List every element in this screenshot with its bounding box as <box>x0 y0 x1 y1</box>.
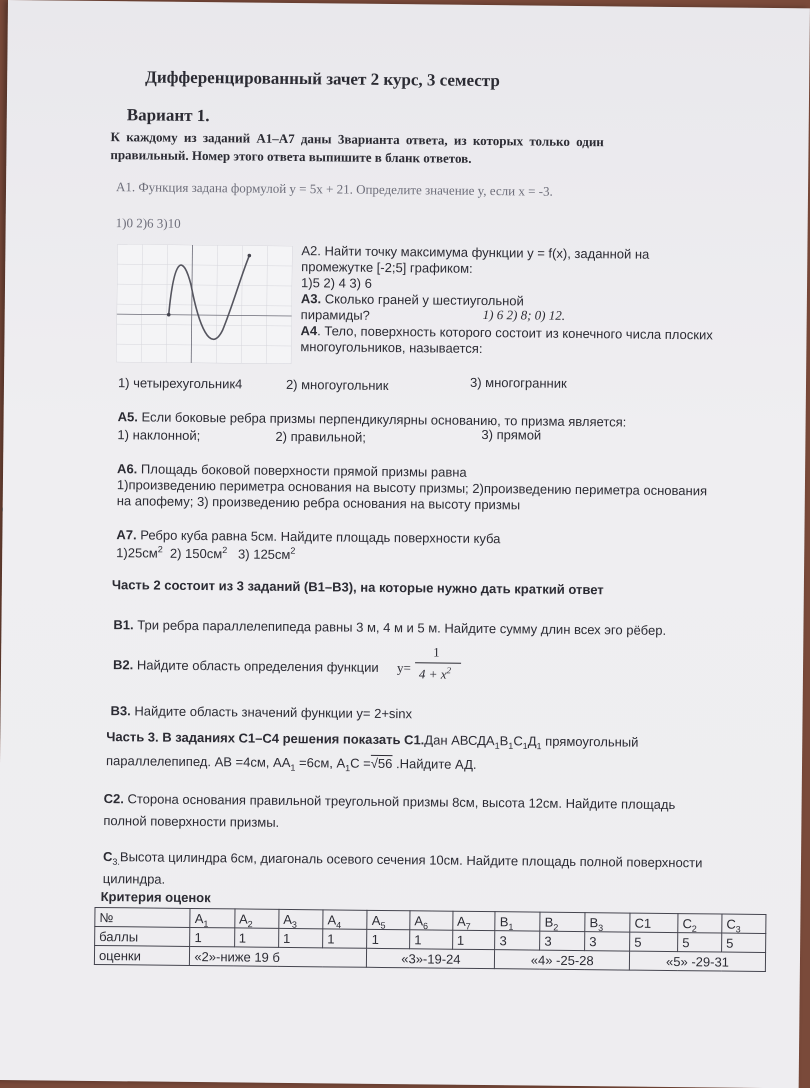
a7-exp-2: 2 <box>222 544 228 555</box>
a3-answers: 1) 6 2) 8; 0) 12. <box>482 306 566 323</box>
c1-l2-c: С = <box>350 755 371 771</box>
c1-e: прямоугольный <box>541 733 639 750</box>
criteria-header-cell <box>540 912 585 931</box>
score-cell: 1 <box>410 930 453 949</box>
c1-sub-1: 1 <box>494 740 500 751</box>
header-cell-label: B <box>589 914 599 930</box>
c1-d: Д <box>527 733 537 749</box>
part3-heading: Часть 3. В заданиях С1–С4 решения показать С1. <box>106 729 425 748</box>
criteria-header-cell <box>630 913 678 933</box>
header-cell-label: C <box>682 915 692 931</box>
b2-label: В2. <box>112 657 134 673</box>
c1-sub-4: 1 <box>536 741 542 752</box>
score-cell: 1 <box>452 930 495 949</box>
a4-label: А4 <box>300 323 318 339</box>
criteria-header-cell <box>95 907 191 927</box>
graph-background <box>116 244 292 364</box>
a2-line-2: промежутке [-2;5] графиком: <box>301 259 473 276</box>
header-cell-label: A <box>457 913 466 929</box>
header-cell-sub: 6 <box>423 920 429 931</box>
b2-denominator <box>419 666 451 682</box>
score-label: баллы <box>95 926 191 946</box>
a7-label: А7. <box>116 527 137 543</box>
instruction-line-2: правильный. Номер этого ответа выпишите в бланк ответов. <box>110 147 472 166</box>
header-cell-sub: 2 <box>553 921 559 932</box>
criteria-header-cell <box>495 912 540 931</box>
a7-question <box>116 527 500 547</box>
header-cell-sub: 3 <box>598 922 604 933</box>
header-cell-label: A <box>238 910 248 927</box>
grade-5: «5» -29-31 <box>630 951 766 971</box>
a7-answer-1: 1)25см <box>116 545 158 561</box>
b2-y: y= <box>396 660 411 676</box>
criteria-header-cell <box>410 911 453 930</box>
c1-line-1 <box>106 729 638 751</box>
a4-answer-1: 1) четырехугольник4 <box>117 375 243 392</box>
header-cell-label: A <box>371 912 381 928</box>
a1-answers: 1)0 2)6 3)10 <box>115 215 181 231</box>
a4-line-1: . Тело, поверхность которого состоит из конечного числа плоских <box>317 323 713 343</box>
b2-text: Найдите область определения функции <box>136 657 379 675</box>
a3-line-2: пирамиды? <box>300 307 370 323</box>
a5-answer-1: 1) наклонной; <box>117 427 201 444</box>
header-cell-sub: 5 <box>380 920 386 931</box>
b2-exponent: 2 <box>446 665 452 676</box>
header-cell-sub: 4 <box>336 919 342 930</box>
score-cell: 5 <box>678 933 722 952</box>
a7-exp-1: 2 <box>157 544 163 555</box>
c3-sub: 3. <box>112 856 120 867</box>
fraction-bar <box>415 662 461 663</box>
score-cell: 3 <box>540 931 585 950</box>
c1-sub-3: 1 <box>522 741 528 752</box>
score-cell: 5 <box>722 933 766 952</box>
criteria-header-cell <box>190 908 234 927</box>
grade-3: «3»-19-24 <box>367 948 495 968</box>
a6-label: А6. <box>117 461 138 477</box>
a7-answer-3: 3) 125см <box>238 546 291 562</box>
a2-answers: 1)5 2) 4 3) 6 <box>300 275 372 291</box>
c1-l2-d: .Найдите АД. <box>392 756 477 772</box>
b1-text: Три ребра параллелепипеда равны 3 м, 4 м и 5 м. Найдите сумму длин всех эго рёбер. <box>137 617 667 638</box>
score-cell: 1 <box>279 928 323 947</box>
page-title: Дифференцированный зачет 2 курс, 3 семестр <box>145 67 500 91</box>
grade-label: оценки <box>94 945 190 965</box>
header-cell-label: № <box>99 909 114 925</box>
a5-label: А5. <box>117 409 138 425</box>
header-cell-label: C <box>726 916 736 932</box>
a7-text: Ребро куба равна 5см. Найдите площадь поверхности куба <box>140 527 501 547</box>
b3-label: В3. <box>110 703 131 719</box>
header-cell-sub: 2 <box>691 923 697 934</box>
score-cell: 1 <box>190 927 234 946</box>
function-graph <box>116 244 292 364</box>
criteria-table <box>94 907 767 972</box>
c1-l2-b: =6см, А <box>295 755 346 771</box>
score-cell: 1 <box>234 928 278 947</box>
c3-text: Высота цилиндра 6см, диагональ осевого сечения 10см. Найдите площадь полной поверхности <box>119 849 703 871</box>
grade-2: «2»-ниже 19 б <box>190 946 367 967</box>
header-cell-sub: 7 <box>465 920 471 931</box>
b3-question <box>110 703 412 722</box>
criteria-header-cell <box>234 909 278 928</box>
c1-c: С <box>513 733 523 749</box>
header-cell-sub: 2 <box>247 918 253 929</box>
criteria-header-cell <box>585 913 630 932</box>
a6-text: Площадь боковой поверхности прямой призмы равна <box>140 461 467 480</box>
a4-line-2: многоугольников, называется: <box>300 339 483 356</box>
c2-line-1 <box>104 791 676 813</box>
b2-den-text: 4 + x <box>418 666 447 682</box>
header-cell-label: A <box>414 912 424 928</box>
b2-question <box>113 657 379 676</box>
header-cell-label: B <box>544 914 554 930</box>
header-cell-label: A <box>194 910 204 926</box>
a6-line-2: 1)произведению периметра основания на высоту призмы; 2)произведению периметра основания <box>116 477 708 499</box>
a2-line-1: А2. Найти точку максимума функции y = f(x), заданной на <box>301 243 650 262</box>
a6-line-3: на апофему; 3) произведению ребра основания на высоту призмы <box>116 493 521 513</box>
c2-label: С2. <box>103 791 124 807</box>
header-cell-label: C1 <box>634 915 652 931</box>
grade-4: «4» -25-28 <box>495 950 630 970</box>
criteria-header-cell <box>323 910 367 929</box>
header-cell-sub: 1 <box>203 918 209 929</box>
criteria-header-cell <box>453 911 496 930</box>
c2-line-2: полной поверхности призмы. <box>103 813 280 830</box>
header-cell-label: A <box>283 911 293 927</box>
a7-answer-2: 2) 150см <box>169 545 223 562</box>
criteria-header-cell <box>722 914 766 933</box>
b3-text: Найдите область значений функции y= 2+sinx <box>134 703 413 722</box>
score-cell: 1 <box>367 929 410 948</box>
c3-label: С <box>102 849 113 865</box>
c1-l2-sub2: 1 <box>345 763 351 774</box>
c1-sub-2: 1 <box>508 740 514 751</box>
header-cell-label: B <box>499 913 509 929</box>
c3-line-1 <box>103 849 703 871</box>
c1-a: Дан АВСДА <box>424 732 495 749</box>
b2-numerator: 1 <box>433 644 440 660</box>
header-cell-sub: 3 <box>291 919 297 930</box>
a3-label: А3. <box>300 291 322 307</box>
a5-answer-2: 2) правильной; <box>275 428 367 445</box>
a7-exp-3: 2 <box>290 545 296 556</box>
c1-sqrt: √56 <box>370 755 393 772</box>
instruction-line-1: К каждому из заданий А1–А7 даны 3варианта ответа, из которых только один <box>110 129 604 150</box>
c1-l2-sub: 1 <box>290 762 296 773</box>
header-cell-sub: 3 <box>735 923 741 934</box>
b1-question <box>113 617 666 639</box>
variant-title: Вариант 1. <box>126 105 210 126</box>
c1-l2-a: параллелепипед. АВ =4см, АА <box>105 753 291 770</box>
a5-text: Если боковые ребра призмы перпендикулярны основанию, то призма является: <box>141 409 627 430</box>
criteria-header-cell <box>678 914 722 933</box>
b1-label: В1. <box>113 617 134 633</box>
a5-answer-3: 3) прямой <box>481 426 542 443</box>
c1-b: В <box>499 733 509 749</box>
a3-line-1: Сколько граней у шестиугольной <box>324 291 524 309</box>
score-cell: 1 <box>323 929 367 948</box>
score-cell: 3 <box>585 932 630 951</box>
c3-line-2: цилиндра. <box>102 871 166 887</box>
criteria-header-cell <box>279 909 323 928</box>
c2-text: Сторона основания правильной треугольной призмы 8см, высота 12см. Найдите площадь <box>127 791 676 813</box>
header-cell-sub: 1 <box>508 921 514 932</box>
criteria-header-cell <box>367 910 410 929</box>
score-cell: 3 <box>495 931 540 950</box>
header-cell-label: A <box>327 911 337 927</box>
a1-question: А1. Функция задана формулой y = 5x + 21. Определите значение y, если x = -3. <box>115 179 553 199</box>
criteria-heading: Критерия оценок <box>100 889 211 906</box>
part2-heading: Часть 2 состоит из 3 заданий (В1–В3), на которые нужно дать краткий ответ <box>111 577 604 598</box>
a4-answer-3: 3) многогранник <box>469 374 567 391</box>
a4-answer-2: 2) многоугольник <box>285 376 389 394</box>
a7-answers <box>116 545 295 563</box>
score-cell: 5 <box>630 932 678 952</box>
c1-line-2 <box>106 753 477 773</box>
